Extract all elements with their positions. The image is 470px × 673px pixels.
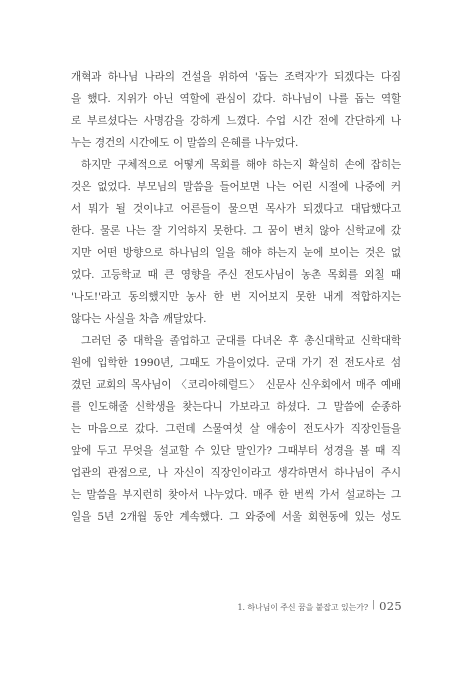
text-line: 를 인도해줄 신학생을 찾는다니 가보라고 하셨다. 그 말씀에 순종하 <box>71 401 401 413</box>
text-line: 업관의 관점으로, 나 자신이 직장인이라고 생각하면서 하나님이 주시 <box>71 467 401 479</box>
text-line: 개혁과 하나님 나라의 건설을 위하여 '돕는 조력자'가 되겠다는 다짐 <box>71 71 401 83</box>
text-line: 않다는 사실을 차츰 깨달았다. <box>71 313 207 325</box>
text-line: 겼던 교회의 목사님이 〈코리아헤럴드〉 신문사 신우회에서 매주 예배 <box>71 379 401 391</box>
text-line: 원에 입학한 1990년, 그때도 가을이었다. 군대 가기 전 전도사로 섬 <box>71 357 401 369</box>
chapter-title: 1. 하나님이 주신 꿈을 붙잡고 있는가? <box>237 603 369 612</box>
text-line: 을 했다. 지위가 아닌 역할에 관심이 갔다. 하나님이 나를 돕는 역할 <box>71 93 401 105</box>
running-footer <box>237 599 402 613</box>
body-text <box>71 66 401 528</box>
text-line: 는 마음으로 갔다. 그런데 스물여섯 살 애송이 전도사가 직장인들을 <box>71 423 401 435</box>
text-line: 하지만 구체적으로 어떻게 목회를 해야 하는지 확실히 손에 잡히는 <box>81 159 401 171</box>
text-line: '나도!'라고 동의했지만 농사 한 번 지어보지 못한 내게 적합하지는 <box>71 291 401 303</box>
text-line: 그러던 중 대학을 졸업하고 군대를 다녀온 후 총신대학교 신학대학 <box>81 335 401 347</box>
text-line: 누는 경건의 시간에도 이 말씀의 은혜를 나누었다. <box>71 137 299 149</box>
text-line: 서 뭐가 될 것이냐고 어른들이 물으면 목사가 되겠다고 대답했다고 <box>71 203 401 215</box>
text-line: 것은 없었다. 부모님의 말씀을 들어보면 나는 어린 시절에 나중에 커 <box>71 181 401 193</box>
page-number: 025 <box>379 599 402 613</box>
text-line: 는 말씀을 부지런히 찾아서 나누었다. 매주 한 번씩 가서 설교하는 그 <box>71 489 401 501</box>
text-line: 앞에 두고 무엇을 설교할 수 있단 말인가? 그때부터 성경을 볼 때 직 <box>71 445 401 457</box>
text-line: 로 부르셨다는 사명감을 강하게 느꼈다. 수업 시간 전에 간단하게 나 <box>71 115 401 127</box>
text-line: 일을 5년 2개월 동안 계속했다. 그 와중에 서울 회현동에 있는 성도 <box>71 511 401 523</box>
text-line: 한다. 물론 나는 잘 기억하지 못한다. 그 꿈이 변치 않아 신학교에 갔 <box>71 225 401 237</box>
text-line: 지만 어떤 방향으로 하나님의 일을 해야 하는지 눈에 보이는 것은 없 <box>71 247 401 259</box>
footer-separator: | <box>372 600 376 610</box>
text-line: 었다. 고등학교 때 큰 영향을 주신 전도사님이 농촌 목회를 외칠 때 <box>71 269 401 281</box>
